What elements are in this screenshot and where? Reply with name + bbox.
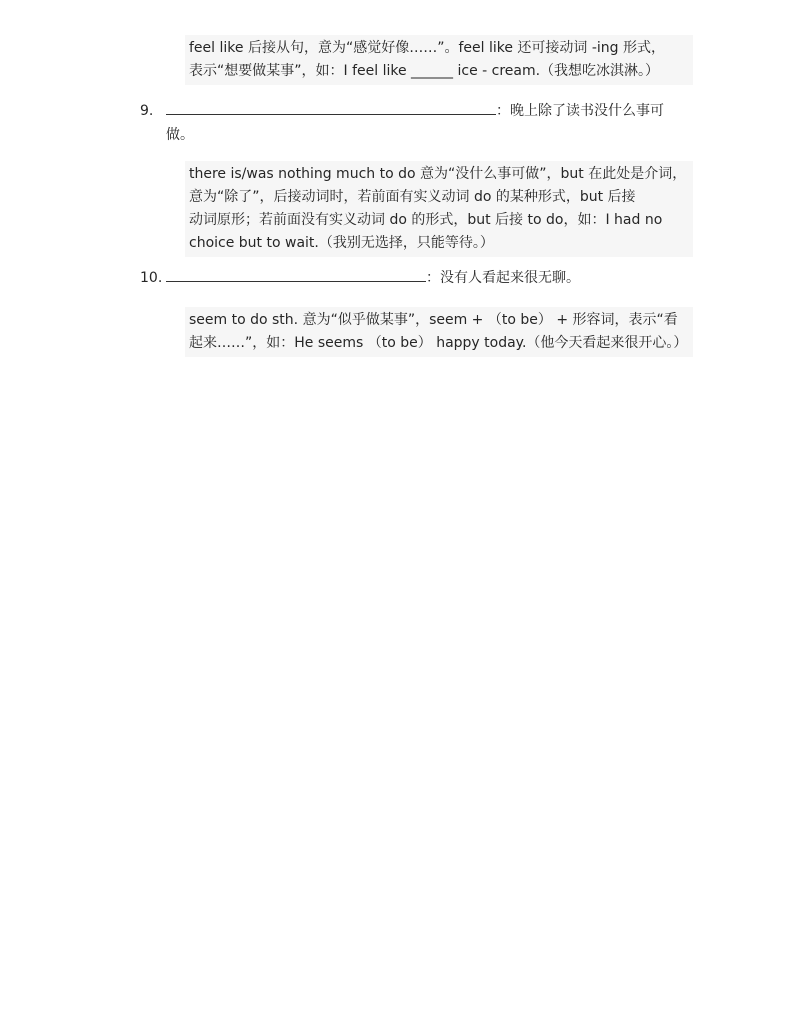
question-prompt-continued: 做。 (166, 127, 194, 143)
answer-blank[interactable] (166, 266, 426, 282)
explanation-note-9 (185, 161, 693, 257)
explanation-note-10 (185, 307, 693, 357)
question-number: 10. (140, 270, 163, 286)
question-number: 9. (140, 103, 154, 119)
explanation-note-8 (185, 35, 693, 85)
note-line: 意为“除了”，后接动词时，若前面有实义动词 do 的某种形式，but 后接 (189, 189, 636, 205)
note-line: 表示“想要做某事”，如：I feel like ______ ice - cream.（我想吃冰淇淋。） (189, 63, 660, 79)
note-line: 动词原形；若前面没有实义动词 do 的形式，but 后接 to do，如：I had no (189, 212, 663, 228)
question-10 (140, 266, 685, 290)
answer-blank[interactable] (166, 99, 496, 115)
note-line: seem to do sth. 意为“似乎做某事”，seem + （to be） + 形容词，表示“看 (189, 312, 678, 328)
note-line: 起来……”，如：He seems （to be） happy today.（他今天看起来很开心。） (189, 335, 688, 351)
question-9 (140, 99, 685, 147)
note-line: feel like 后接从句，意为“感觉好像……”。feel like 还可接动词 -ing 形式， (189, 40, 665, 56)
question-prompt: ：没有人看起来很无聊。 (426, 270, 580, 286)
note-line: choice but to wait.（我别无选择，只能等待。） (189, 235, 494, 251)
note-line: there is/was nothing much to do 意为“没什么事可做”，but 在此处是介词， (189, 166, 687, 182)
question-prompt: ：晚上除了读书没什么事可 (496, 103, 664, 119)
